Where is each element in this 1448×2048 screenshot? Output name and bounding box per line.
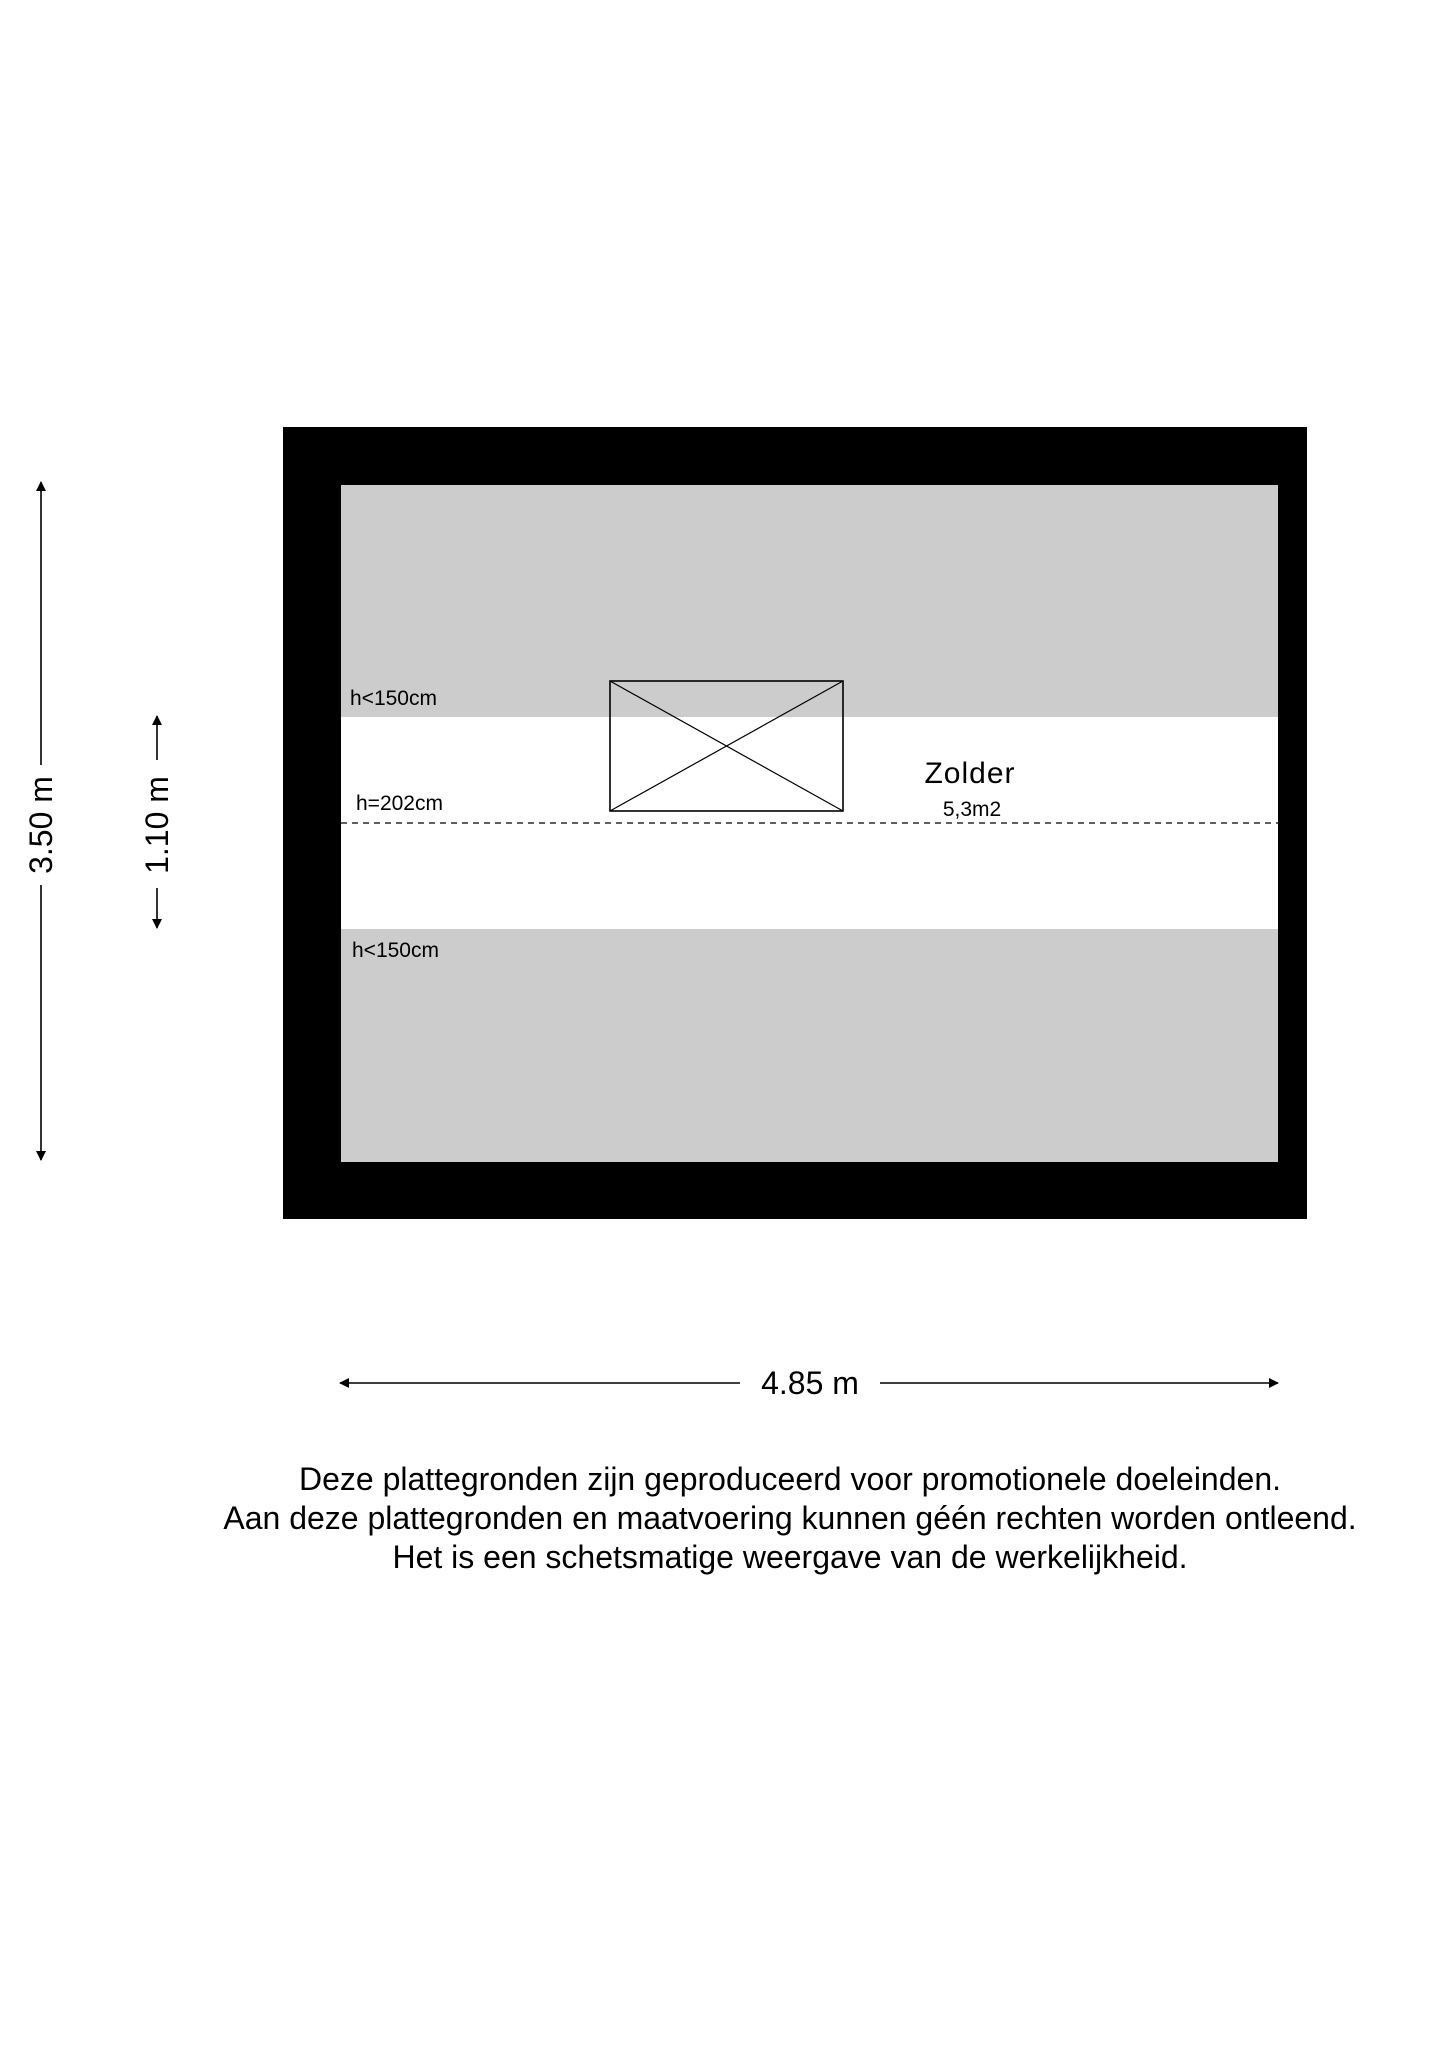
low-zone-upper [341,485,1278,717]
room-area: 5,3m2 [942,798,1002,821]
height-label-lower: h<150cm [352,939,439,962]
height-label-mid: h=202cm [356,792,443,815]
height-dimension-label: 3.50 m [23,776,59,874]
height-label-upper: h<150cm [350,687,437,710]
height-dimension [23,482,59,1160]
disclaimer [140,1460,1440,1577]
disclaimer-line-1: Deze plattegronden zijn geproduceerd voor promotionele doeleinden. [299,1461,1281,1497]
disclaimer-line-3: Het is een schetsmatige weergave van de werkelijkheid. [392,1539,1188,1575]
low-zone-lower [341,929,1278,1162]
disclaimer-line-2: Aan deze plattegronden en maatvoering kunnen géén rechten worden ontleend. [223,1500,1357,1536]
room-name: Zolder [924,757,1016,790]
width-dimension [340,1365,1278,1401]
strip-dimension-label: 1.10 m [139,776,175,874]
width-dimension-label: 4.85 m [761,1365,859,1401]
strip-dimension [139,716,175,928]
